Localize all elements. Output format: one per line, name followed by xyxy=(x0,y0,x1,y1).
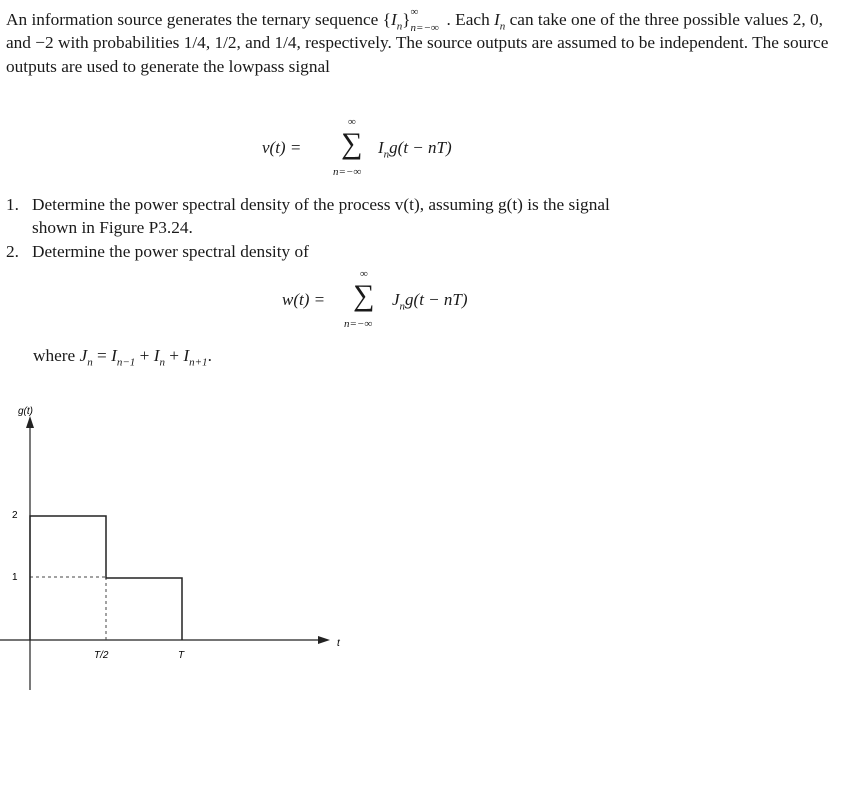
eq1-lower: n=−∞ xyxy=(333,166,362,178)
x-axis-label: t xyxy=(337,638,340,649)
eq1-upper: ∞ xyxy=(348,116,356,128)
seq-var: I xyxy=(390,10,397,29)
question-1: 1. Determine the power spectral density of the process v(t), assuming g(t) is the signal shown in Figure P3.24. xyxy=(6,195,610,237)
y-tick-2: 2 xyxy=(12,510,18,521)
eq1-term: $I_ng(t - nT)$ xyxy=(378,138,452,161)
y-tick-1: 1 xyxy=(12,572,18,583)
seq-sup: ∞ xyxy=(410,6,419,18)
x-axis-arrow xyxy=(318,636,330,644)
seq-close: } xyxy=(402,10,411,29)
x-tick-period: T xyxy=(178,650,185,661)
intro-text-3: can take one of the three possible values 2, 0, and −2 with probabilities 1/4, 1/2, and 1/4, respectively. The source outputs are assumed to be independent. The source outputs are used to generate the lowpass signal xyxy=(6,10,829,76)
eq2-upper: ∞ xyxy=(360,268,368,280)
eq2-sigma: ∑ xyxy=(353,279,375,312)
seq-sub: n xyxy=(396,20,403,33)
problem-intro xyxy=(6,8,836,78)
eq2-lower: n=−∞ xyxy=(344,318,373,330)
where-definition: where $J_n = I_{n-1} + I_n + I_{n+1}$. xyxy=(33,346,212,369)
eq2-term: $J_ng(t - nT)$ xyxy=(392,290,468,313)
y-axis-label: g(t) xyxy=(18,406,33,417)
seq-lowlim: n=−∞ xyxy=(410,22,439,34)
figure-g-of-t xyxy=(0,390,360,690)
each-sub: n xyxy=(499,20,506,33)
question-2: 2. Determine the power spectral density of xyxy=(6,242,309,261)
x-tick-half-period: T/2 xyxy=(94,650,109,661)
intro-text-1: An information source generates the ternary sequence { xyxy=(6,10,391,29)
y-axis-arrow xyxy=(26,416,34,428)
eq1-lhs: v(t) = xyxy=(262,138,302,157)
eq1-sigma: ∑ xyxy=(341,127,363,160)
intro-text-2: . Each xyxy=(446,10,495,29)
each-var: I xyxy=(494,10,500,29)
eq2-lhs: w(t) = xyxy=(282,290,326,309)
